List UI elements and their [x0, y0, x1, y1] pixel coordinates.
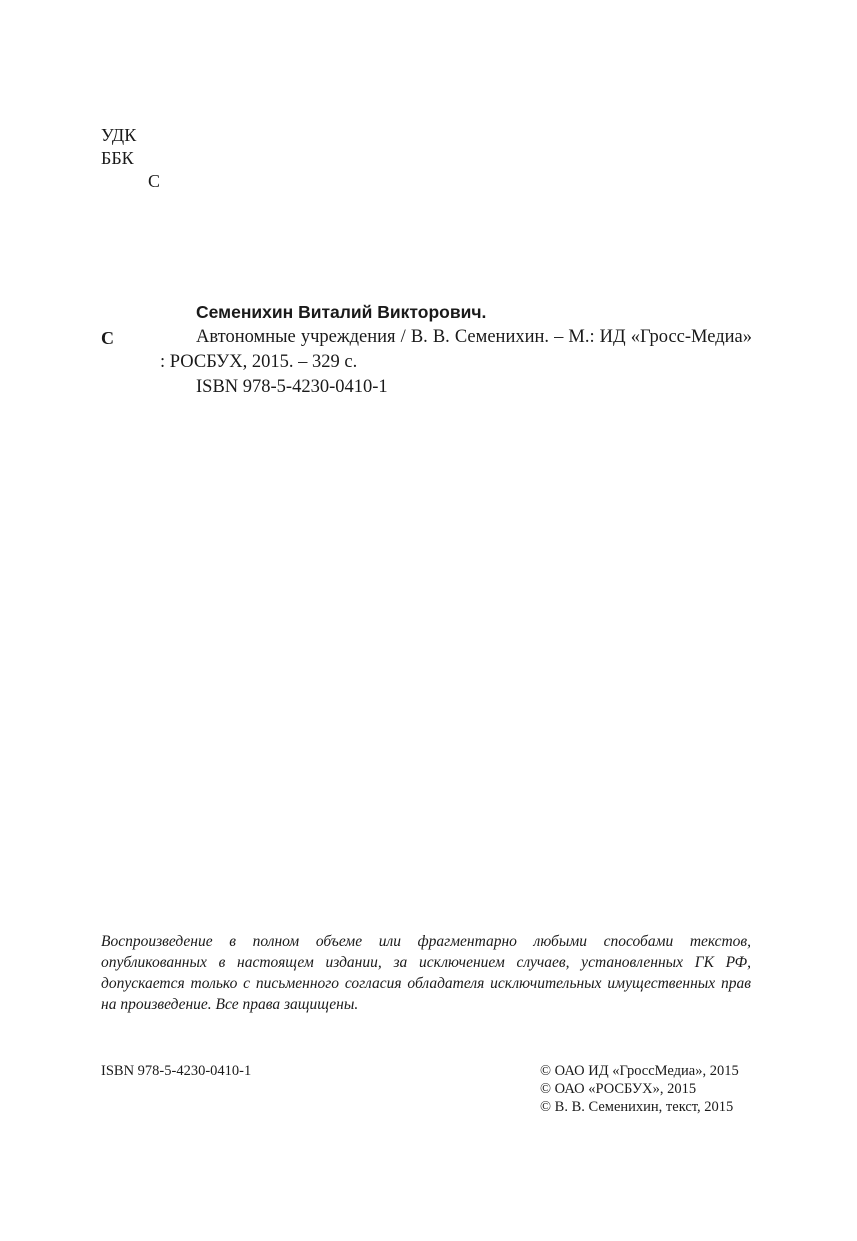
classification-block — [101, 124, 160, 193]
bibliographic-isbn: ISBN 978-5-4230-0410-1 — [196, 377, 388, 397]
copyright-notice: Воспроизведение в полном объеме или фрагментарно любыми способами текстов, опубликованных в настоящем издании, за исключением случаев, установленных ГК РФ, допускается только с письменного согласия обладателя исключительных имущественных прав на произведение. Все права защищены. — [101, 933, 751, 1013]
copyright-lines — [540, 1062, 739, 1116]
footer-isbn: ISBN 978-5-4230-0410-1 — [101, 1063, 252, 1079]
copyright-line: © ОАО ИД «ГроссМедиа», 2015 — [540, 1063, 739, 1079]
bibliographic-record — [160, 300, 752, 400]
bibliographic-description: Автономные учреждения / В. В. Семенихин. – М.: ИД «Гросс-Медиа» : РОСБУХ, 2015. – 329 с. — [160, 327, 752, 372]
author-mark: С — [148, 171, 161, 191]
copyright-line: © ОАО «РОСБУХ», 2015 — [540, 1081, 697, 1097]
bbk-label: ББК — [101, 148, 134, 168]
author-name: Семенихин Виталий Викторович. — [196, 302, 487, 322]
copyright-line: © В. В. Семенихин, текст, 2015 — [540, 1099, 734, 1115]
udk-label: УДК — [101, 125, 137, 145]
side-marker: С — [101, 328, 114, 348]
